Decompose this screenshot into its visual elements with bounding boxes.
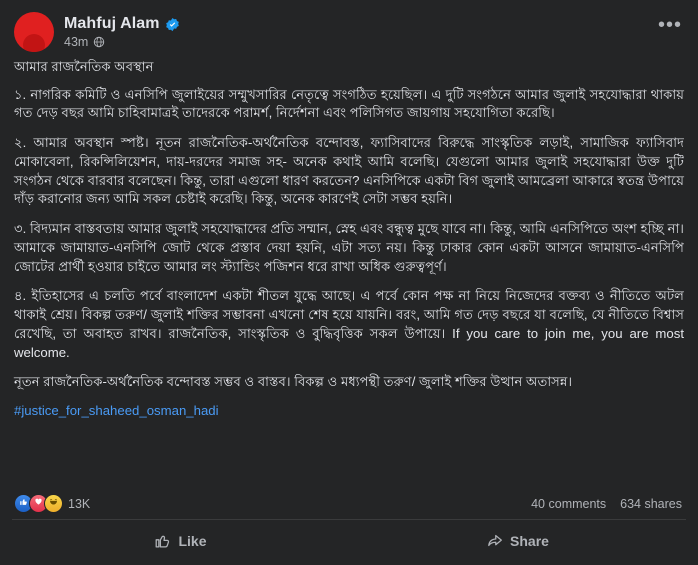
- post-hashtag[interactable]: #justice_for_shaheed_osman_hadi: [14, 403, 219, 419]
- post-paragraph-1: ১. নাগরিক কমিটি ও এনসিপি জুলাইয়ের সম্মুখসারির নেতৃত্বে সংগঠিত হয়েছিল। এ দুটি সংগঠনে আমার জুলাই সহযোদ্ধারা থাকায় গত দেড় বছর আমি চাহিবামাত্রই তাদেরকে পরামর্শ, নির্দেশনা এবং পলিসিগত জায়গায় সহযোগিতা করেছি।: [14, 86, 684, 121]
- haha-reaction-icon: [44, 494, 63, 513]
- share-button-label: Share: [510, 532, 549, 549]
- comments-count[interactable]: 40 comments: [531, 496, 607, 511]
- post-paragraph-4: ৪. ইতিহাসের এ চলতি পর্বে বাংলাদেশ একটা শীতল যুদ্ধে আছে। এ পর্বে কোন পক্ষ না নিয়ে নিজেদের বক্তব্য ও নীতিতে অটল থাকাই শ্রেয়। বিকল্প তরুণ/ জুলাই শক্তির সম্ভাবনা এখনো শেষ হয়ে যায়নি। বরং, আমি গত দেড় বছরে যা বলেছি, যে নীতিতে বিশ্বাস রেখেছি, তা অবাহত রাখব। রাজনৈতিক, সাংস্কৃতিক ও বুদ্ধিবৃত্তিক সকল উপায়ে। If you care to join me, you are most welcome.: [14, 288, 684, 360]
- reaction-count: 13K: [68, 496, 91, 511]
- post-meta-row: [64, 35, 180, 49]
- post-paragraph-3: ৩. বিদ্যমান বাস্তবতায় আমার জুলাই সহযোদ্ধাদের প্রতি সম্মান, স্নেহ এবং বন্ধুত্ব মুছে যাবে না। কিন্তু, আমি এনসিপিতে অংশ হচ্ছি না। আমাকে জামায়াত-এনসিপি জোট থেকে প্রস্তাব দেয়া হয়নি, এটা সত্য নয়। কিন্তু ঢাকার কোন একটা আসনে জামায়াত-এনসিপি জোটের প্রার্থী হওয়ার চাইতে আমার লং স্ট্যান্ডিং পজিশন ধরে রাখা অধিক গুরুত্বপূর্ণ।: [14, 221, 684, 274]
- shares-count[interactable]: 634 shares: [620, 496, 682, 511]
- avatar[interactable]: [14, 12, 54, 52]
- post-paragraph-2: ২. আমার অবস্থান স্পষ্ট। নূতন রাজনৈতিক-অর্থনৈতিক বন্দোবস্ত, ফ্যাসিবাদের বিরুদ্ধে সাংস্কৃতিক লড়াই, সামাজিক ফ্যাসিবাদ মোকাবেলা, রিকন্সিলিয়েশন, দায়-দরদের সমাজ সহ- অনেক কথাই আমি বলেছি। যেগুলো আমার জুলাই সহযোদ্ধারা উক্ত দুটি সংগঠন থেকে বারবার বলেছেন। কিন্তু, তারা এগুলো ধারণ করতেন? এনসিপিকে একটা বিগ জুলাই আমব্রেলা আকারে স্বতন্ত্র উপায়ে দাঁড় করানোর জন্য আমি সকল চেষ্টাই করেছি। কিন্তু, অনেক কারণেই সেটা সম্ভব হয়নি।: [14, 135, 684, 207]
- post-engagement-row: [0, 486, 698, 519]
- share-arrow-icon: [486, 532, 503, 549]
- post-author-info: [64, 12, 180, 52]
- share-button[interactable]: [349, 524, 686, 557]
- post-actions-row: [0, 520, 698, 565]
- post-paragraph-5: নূতন রাজনৈতিক-অর্থনৈতিক বন্দোবস্ত সম্ভব ও বাস্তব। বিকল্প ও মধ্যপন্থী তরুণ/ জুলাই শক্তির উত্থান অতাসন্ন।: [14, 374, 573, 390]
- reaction-icon-group: [14, 494, 63, 513]
- verified-badge-icon: [165, 17, 180, 32]
- post-header: [0, 0, 698, 56]
- reaction-summary[interactable]: [14, 494, 90, 513]
- post-more-options-button[interactable]: •••: [657, 14, 682, 36]
- author-name-row: [64, 15, 180, 33]
- like-button-label: Like: [178, 532, 207, 549]
- post-body: [0, 56, 698, 486]
- globe-icon: [93, 36, 105, 48]
- comment-share-counts: [531, 497, 682, 511]
- like-button[interactable]: [12, 524, 349, 557]
- author-name[interactable]: Mahfuj Alam: [64, 15, 160, 32]
- thumbs-up-icon: [154, 532, 171, 549]
- post-timestamp[interactable]: 43m: [64, 35, 89, 49]
- post-title: আমার রাজনৈতিক অবস্থান: [14, 59, 154, 74]
